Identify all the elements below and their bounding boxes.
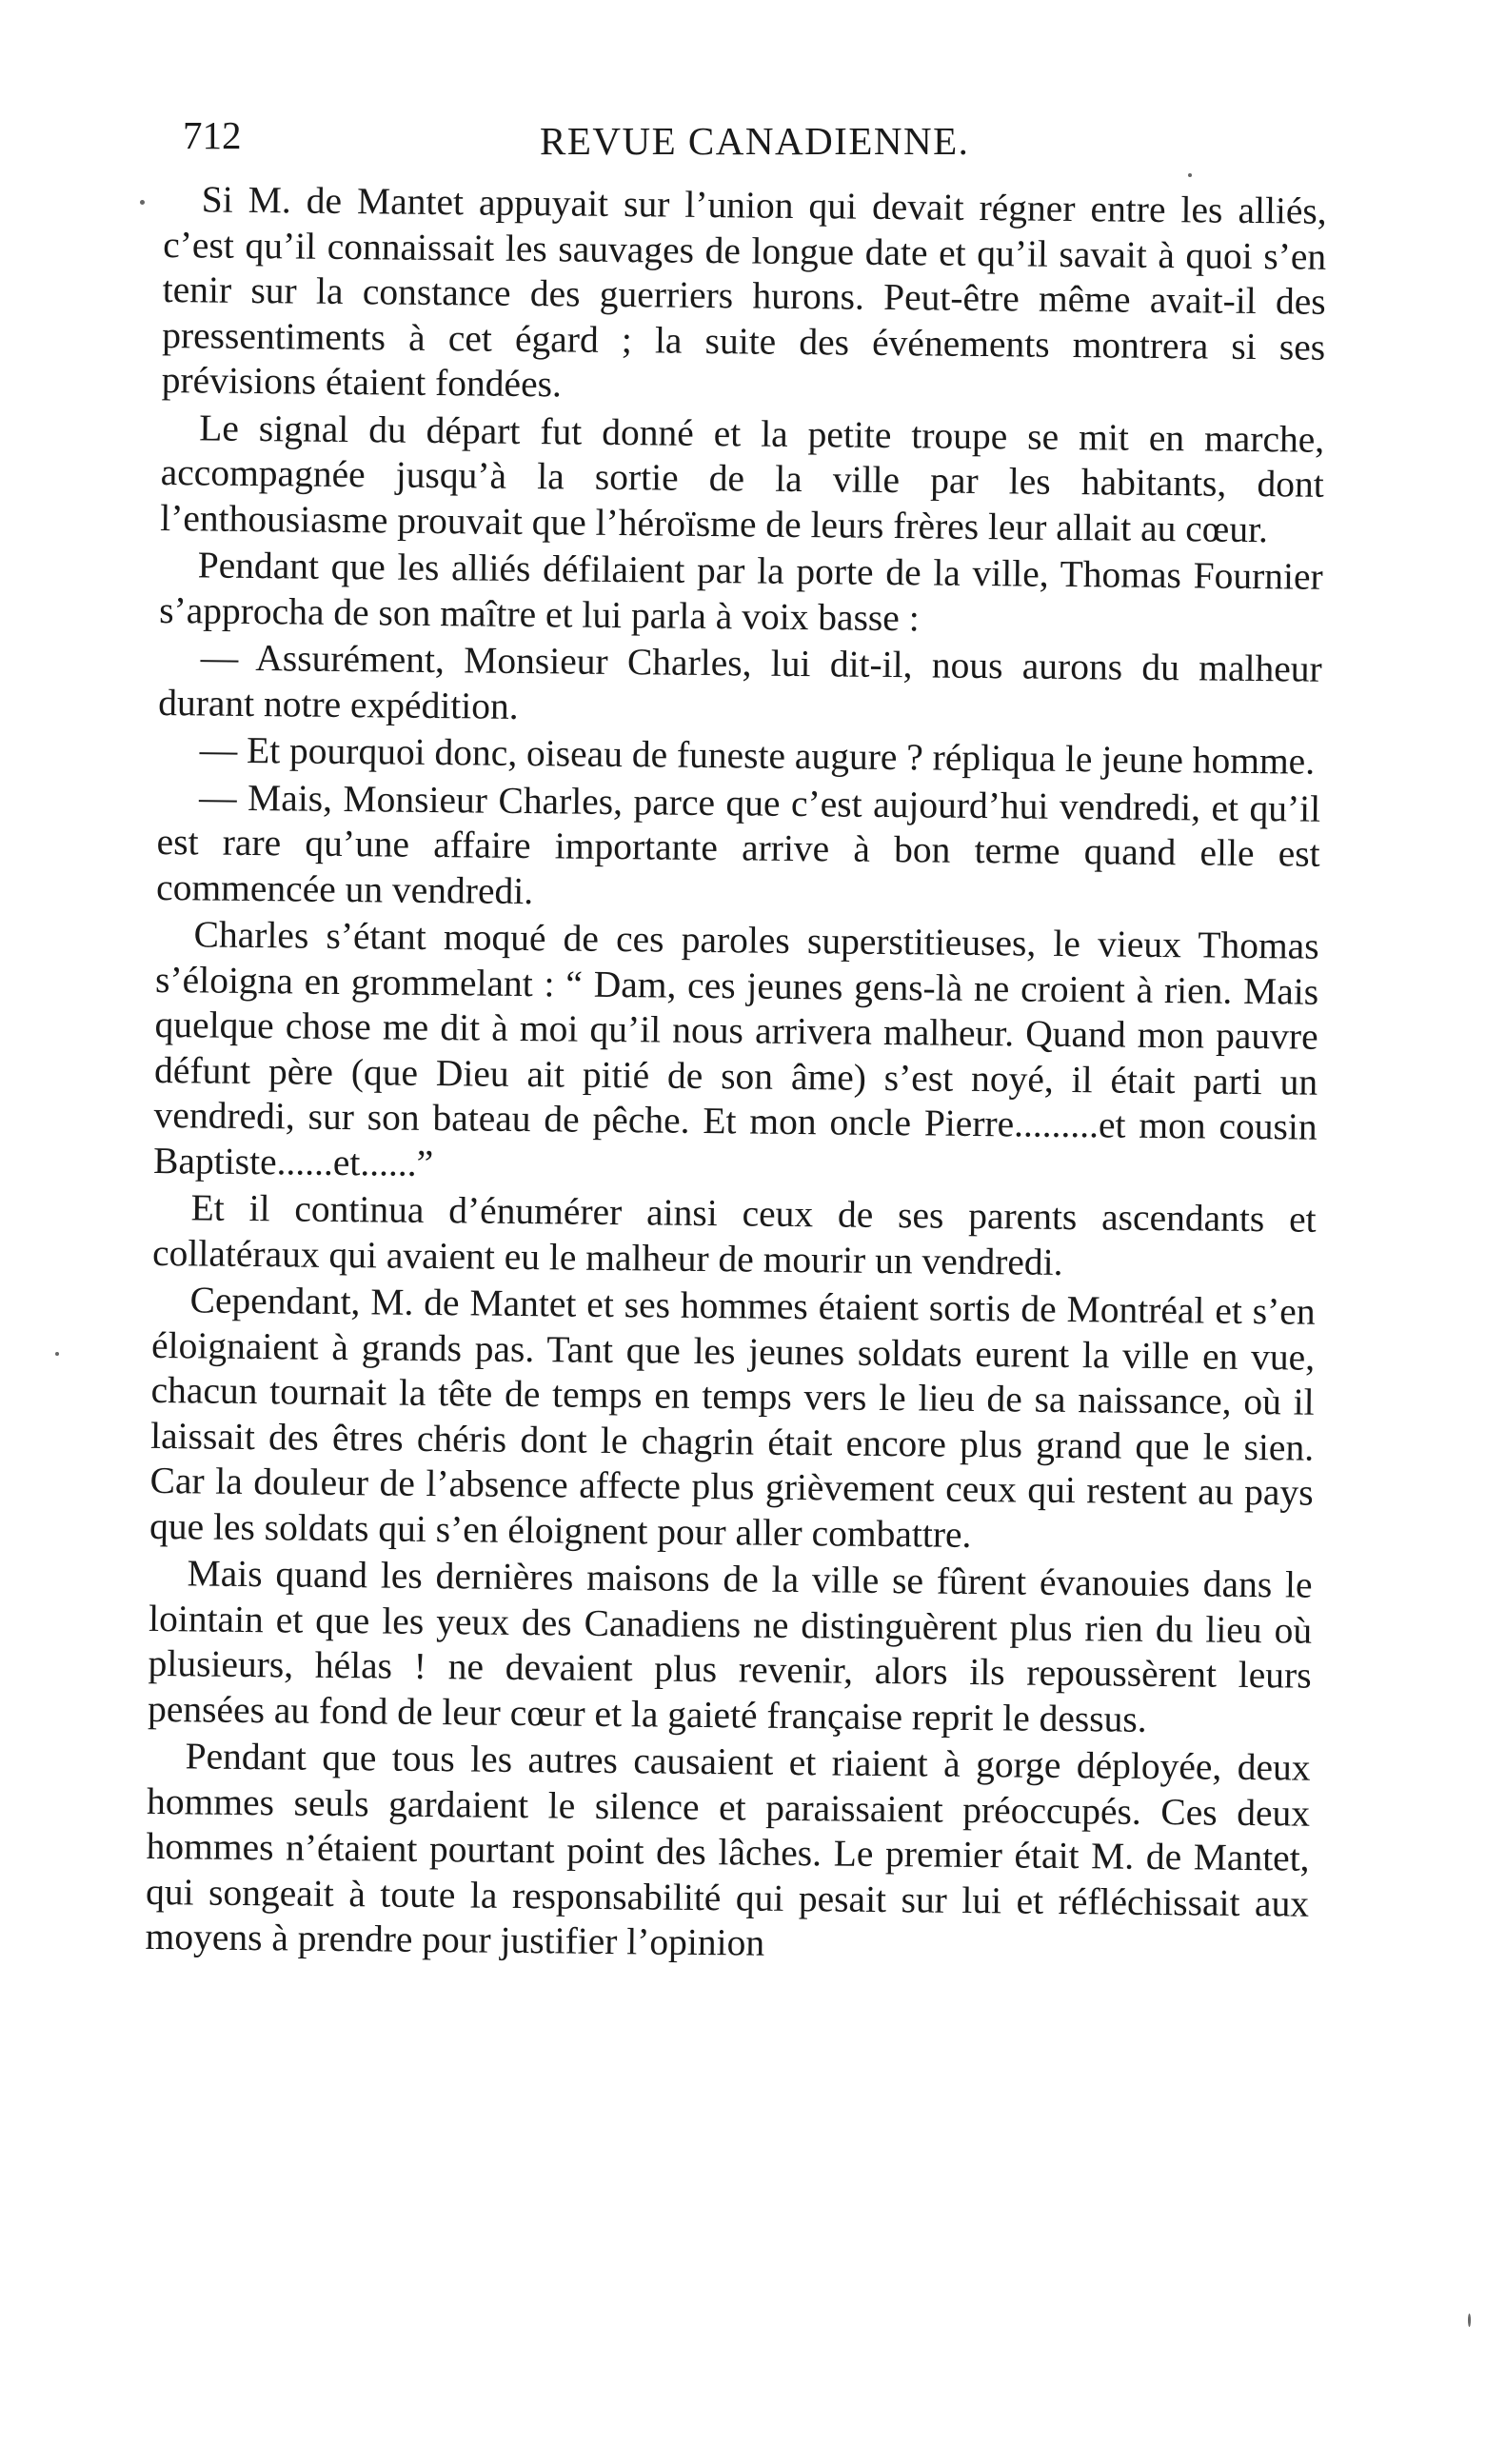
- page-number: 712: [183, 113, 242, 157]
- dialogue-paragraph: — Assurément, Monsieur Charles, lui dit-il, nous aurons du malheur durant notre expédition.: [157, 636, 1322, 727]
- paragraph: Pendant que les alliés défilaient par la porte de la ville, Thomas Fournier s’approcha de son maître et lui parla à voix basse :: [159, 544, 1323, 639]
- print-speck: [55, 1352, 59, 1356]
- paragraph: Et il continua d’énumérer ainsi ceux de ses parents ascendants et collatéraux qui avaient eu le malheur de mourir un vendredi.: [151, 1186, 1317, 1283]
- paragraph: Le signal du départ fut donné et la petite troupe se mit en marche, accompagnée jusqu’à la sortie de la ville par les habitants, dont l’enthousiasme prouvait que l’héroïsme de leurs frères leur allait au cœur.: [160, 406, 1325, 550]
- dialogue-paragraph: — Et pourquoi donc, oiseau de funeste augure ? répliqua le jeune homme.: [199, 728, 1316, 783]
- paragraph: Cependant, M. de Mantet et ses hommes étaient sortis de Montréal et s’en éloignaient à grands pas. Tant que les jeunes soldats eurent la ville en vue, chacun tournait la tête de temps en temps vers le lieu de sa naissance, où il laissait des êtres chéris dont le chagrin était encore plus grand que le sien. Car la douleur de l’absence affecte plus grièvement ceux qui restent au pays que les soldats qui s’en éloignent pour aller combattre.: [149, 1279, 1316, 1556]
- print-speck: [1188, 173, 1192, 177]
- paragraph: Charles s’étant moqué de ces paroles superstitieuses, le vieux Thomas s’éloigna en grommelant : “ Dam, ces jeunes gens-là ne croient à rien. Mais quelque chose me dit à moi qu’il nous arrivera malheur. Quand mon pauvre défunt père (que Dieu ait pitié de son âme) s’est noyé, il était parti un vendredi, sur son bateau de pêche. Et mon oncle Pierre.........et mon cousin Baptiste......et......”: [152, 913, 1319, 1184]
- paragraph: Pendant que tous les autres causaient et riaient à gorge déployée, deux hommes seuls gardaient le silence et paraissaient préoccupés. Ces deux hommes n’étaient pourtant point des lâches. Le premier était M. de Mantet, qui songeait à toute la responsabilité qui pesait sur lui et réfléchissait aux moyens à prendre pour justifier l’opinion: [145, 1735, 1311, 1964]
- paragraph: Mais quand les dernières maisons de la ville se fûrent évanouies dans le lointain et que les yeux des Canadiens ne distinguèrent plus rien du lieu où plusieurs, hélas ! ne devaient plus revenir, alors ils repoussèrent leurs pensées au fond de leur cœur et la gaieté française reprit le dessus.: [147, 1552, 1313, 1740]
- page-header: [173, 112, 1316, 179]
- body-text: [145, 177, 1327, 1974]
- print-speck: [1468, 2314, 1471, 2327]
- running-title: REVUE CANADIENNE.: [540, 119, 970, 163]
- print-speck: [140, 200, 145, 205]
- dialogue-paragraph: — Mais, Monsieur Charles, parce que c’est aujourd’hui vendredi, et qu’il est rare qu’une affaire importante arrive à bon terme quand elle est commencée un vendredi.: [155, 775, 1321, 912]
- paragraph: Si M. de Mantet appuyait sur l’union qui devait régner entre les alliés, c’est qu’il connaissait les sauvages de longue date et qu’il savait à quoi s’en tenir sur la constance des guerriers hurons. Peut-être même avait-il des pressentiments à cet égard ; la suite des événements montrera si ses prévisions étaient fondées.: [161, 178, 1327, 406]
